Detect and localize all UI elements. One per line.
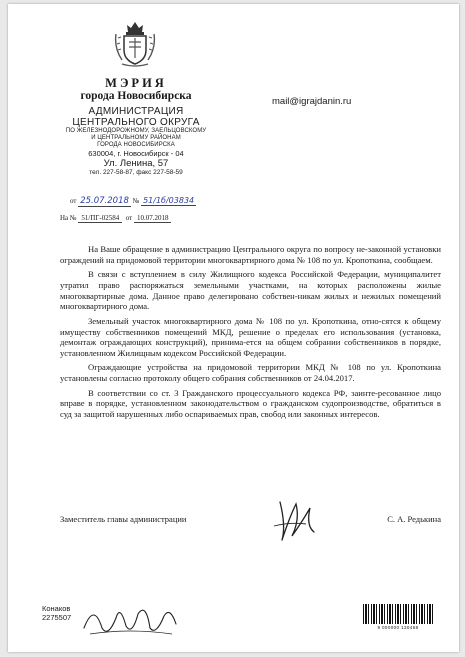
body-paragraph: В соответствии со ст. 3 Гражданского процессуального кодекса РФ, заинте-ресованное лицо вправе в порядке, установленном законодательством о гражданском судопроизводстве, обратиться в суд за защитой нарушенных либо оспариваемых прав, свобод или законных интересов. (60, 387, 441, 420)
outgoing-date: 25.07.2018 (80, 196, 129, 206)
outgoing-number: 51/1б/03834 (143, 196, 195, 205)
barcode-bars (363, 604, 433, 624)
barcode-number: 9 000000 130468 (377, 625, 419, 630)
district-subline: ПО ЖЕЛЕЗНОДОРОЖНОМУ, ЗАЕЛЬЦОВСКОМУ (65, 128, 207, 134)
city-name: города Новосибирска (80, 90, 192, 102)
postcode-line: 630004, г. Новосибирск - 04 (88, 149, 184, 158)
outgoing-number-prefix: № (132, 197, 140, 205)
letter-page (8, 4, 459, 652)
document-barcode (363, 604, 433, 634)
body-paragraph: Ограждающие устройства на придомовой территории МКД № 108 по ул. Кропоткина установлены согласно протоколу общего собрания собственников от 24.04.2017. (60, 362, 441, 384)
author-block (42, 604, 71, 622)
handwritten-scribble (80, 598, 180, 640)
reference-prefix: На № (60, 214, 77, 222)
district-subline: ГОРОДА НОВОСИБИРСКА (97, 142, 175, 148)
body-paragraph: На Ваше обращение в администрацию Центрального округа по вопросу не-законной установки ограждений на придомовой территории многоквартирного дома № 108 по ул. Кропоткина, сообщаем. (60, 244, 441, 265)
mayor-office-title: МЭРИЯ (105, 76, 167, 90)
handwritten-signature (266, 496, 324, 546)
reference-number-line (60, 214, 171, 222)
reference-date: 10.07.2018 (134, 214, 172, 223)
street-address: Ул. Ленина, 57 (103, 158, 169, 169)
body-paragraph: В связи с вступлением в силу Жилищного кодекса Российской Федерации, муниципалитет утратил право распоряжаться земельными участками, на которых расположены жилые многоквартирные дома. Данное право делегировано собствен-никам жилых и нежилых помещений многоквартирного дома. (60, 269, 441, 312)
reference-number: 51/ПГ-02584 (78, 214, 122, 223)
reference-date-prefix: от (125, 214, 133, 222)
outgoing-number-line (70, 196, 196, 206)
signatory-name: С. А. Редькина (387, 514, 441, 524)
author-phone: 2275507 (42, 613, 72, 622)
letterhead-block (48, 106, 224, 177)
outgoing-date-prefix: от (70, 197, 77, 205)
district-subline: И ЦЕНТРАЛЬНОМУ РАЙОНАМ (91, 135, 181, 141)
author-surname: Конаков (42, 604, 71, 613)
recipient-email: mail@igrajdanin.ru (272, 96, 352, 107)
signatory-position: Заместитель главы администрации (60, 514, 187, 524)
body-paragraph: Земельный участок многоквартирного дома № 108 по ул. Кропоткина, отно-сятся к общему имуществу собственников помещений МКД, решение о пределах его использования (установка, демонтаж ограждающих конструкций), принима-ется на общем собрании собственников в порядке, установленном Жилищным кодексом Российской Федерации. (60, 315, 441, 358)
letter-body (60, 244, 441, 424)
administration-title: АДМИНИСТРАЦИЯ (88, 106, 184, 117)
city-coat-of-arms-icon (112, 20, 158, 68)
district-title: ЦЕНТРАЛЬНОГО ОКРУГА (72, 117, 200, 128)
phone-fax: тел. 227-58-87, факс 227-58-59 (89, 169, 183, 176)
